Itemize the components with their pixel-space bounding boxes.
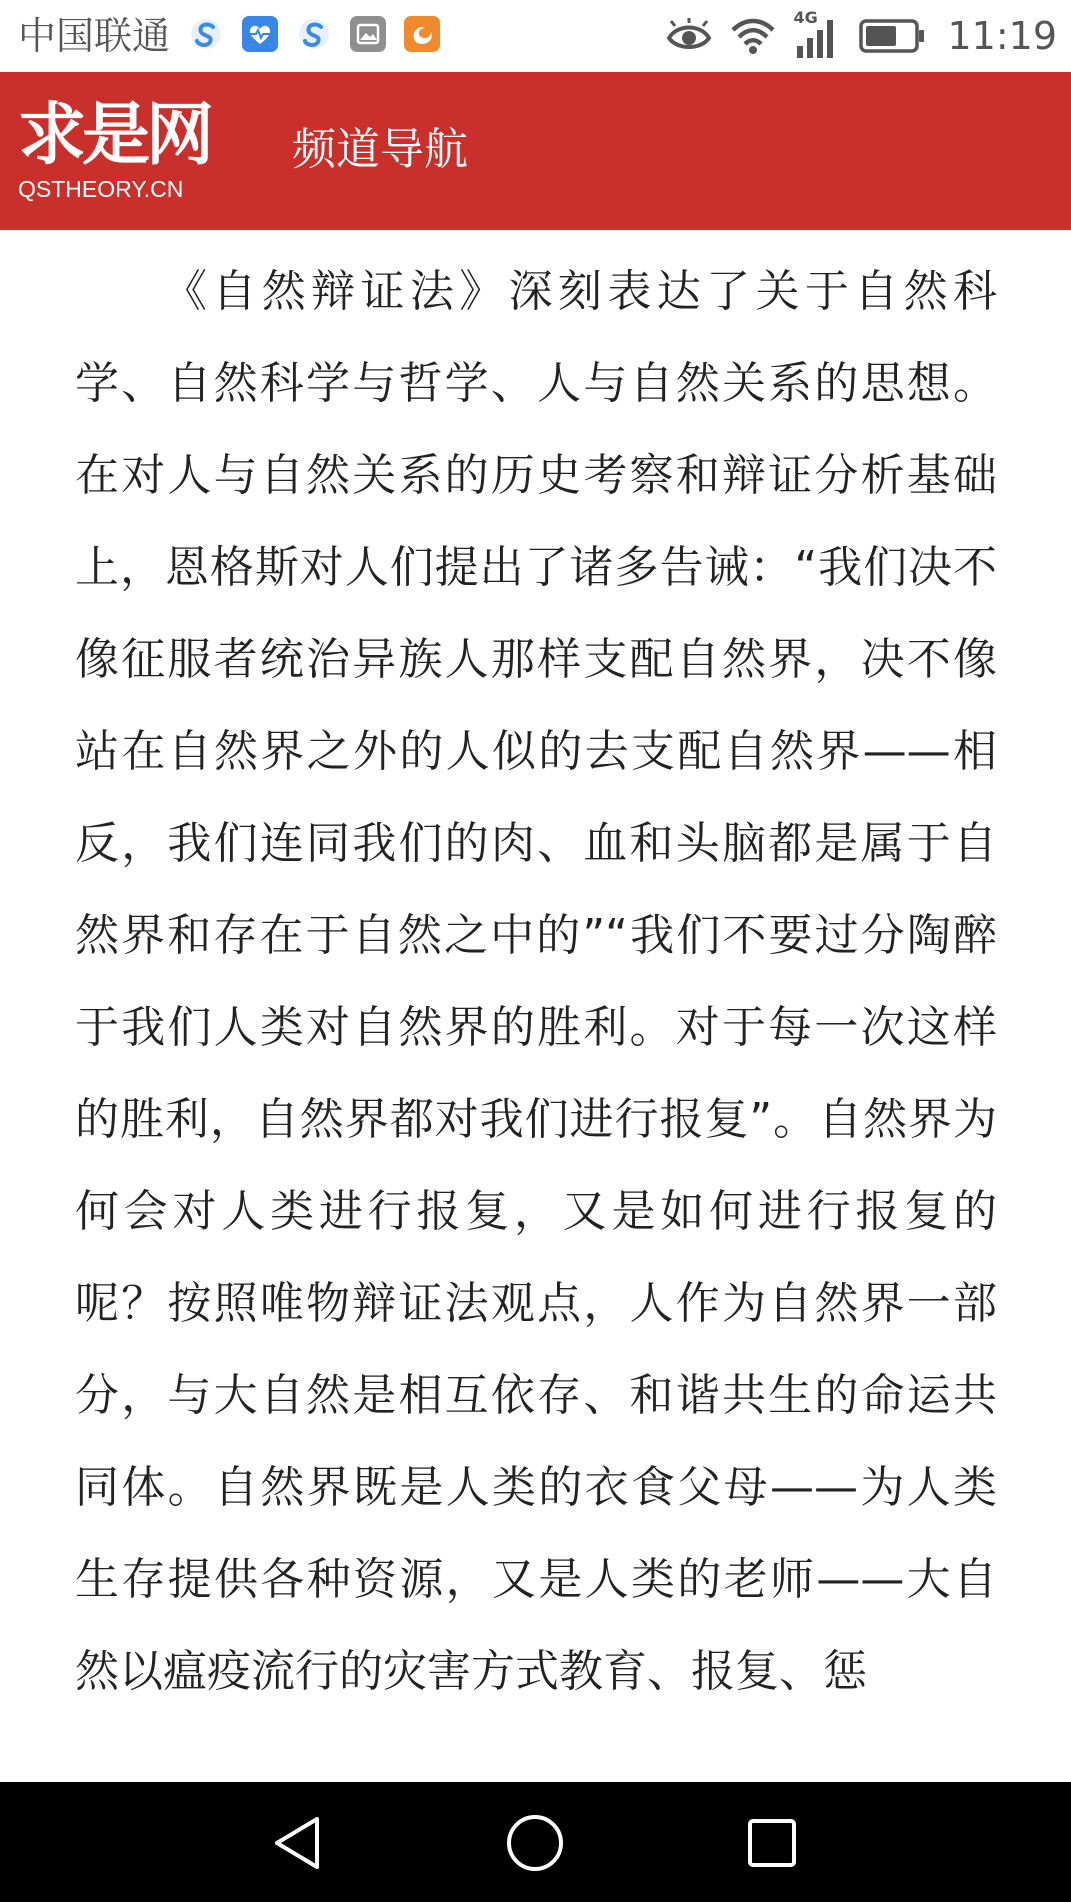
- recent-apps-button[interactable]: [737, 1808, 807, 1878]
- health-icon: [242, 16, 278, 52]
- network-type-label: 4G: [793, 8, 818, 27]
- status-bar: [0, 0, 1071, 72]
- article-body: [75, 246, 997, 1718]
- eye-comfort-icon: [665, 18, 713, 54]
- gallery-icon: [350, 16, 386, 52]
- sogou-icon: [188, 16, 224, 52]
- back-icon: [269, 1813, 325, 1873]
- home-button[interactable]: [500, 1808, 570, 1878]
- carrier-name: 中国联通: [18, 14, 171, 58]
- logo-subtext: QSTHEORY.CN: [18, 176, 184, 202]
- recent-apps-icon: [745, 1816, 799, 1870]
- home-icon: [504, 1812, 566, 1874]
- signal-4g-icon: [793, 8, 841, 60]
- battery-icon: [859, 19, 925, 53]
- clock: 11:19: [947, 14, 1057, 58]
- channel-nav-button[interactable]: 频道导航: [292, 124, 468, 175]
- sogou-icon: [296, 16, 332, 52]
- back-button[interactable]: [262, 1808, 332, 1878]
- status-icons: [665, 10, 1057, 62]
- logo-text: 求是网: [18, 96, 211, 175]
- uc-browser-icon: [404, 16, 440, 52]
- wifi-icon: [731, 17, 775, 55]
- site-logo[interactable]: [18, 96, 238, 204]
- navigation-bar: [0, 1782, 1071, 1902]
- notification-icons: [188, 16, 440, 52]
- site-header: [0, 72, 1071, 230]
- article-paragraph: 《自然辩证法》深刻表达了关于自然科学、自然科学与哲学、人与自然关系的思想。在对人与自然关系的历史考察和辩证分析基础上，恩格斯对人们提出了诸多告诫：“我们决不像征服者统治异族人那样支配自然界，决不像站在自然界之外的人似的去支配自然界——相反，我们连同我们的肉、血和头脑都是属于自然界和存在于自然之中的”“我们不要过分陶醉于我们人类对自然界的胜利。对于每一次这样的胜利，自然界都对我们进行报复”。自然界为何会对人类进行报复，又是如何进行报复的呢？按照唯物辩证法观点，人作为自然界一部分，与大自然是相互依存、和谐共生的命运共同体。自然界既是人类的衣食父母——为人类生存提供各种资源，又是人类的老师——大自然以瘟疫流行的灾害方式教育、报复、惩: [75, 266, 997, 1697]
